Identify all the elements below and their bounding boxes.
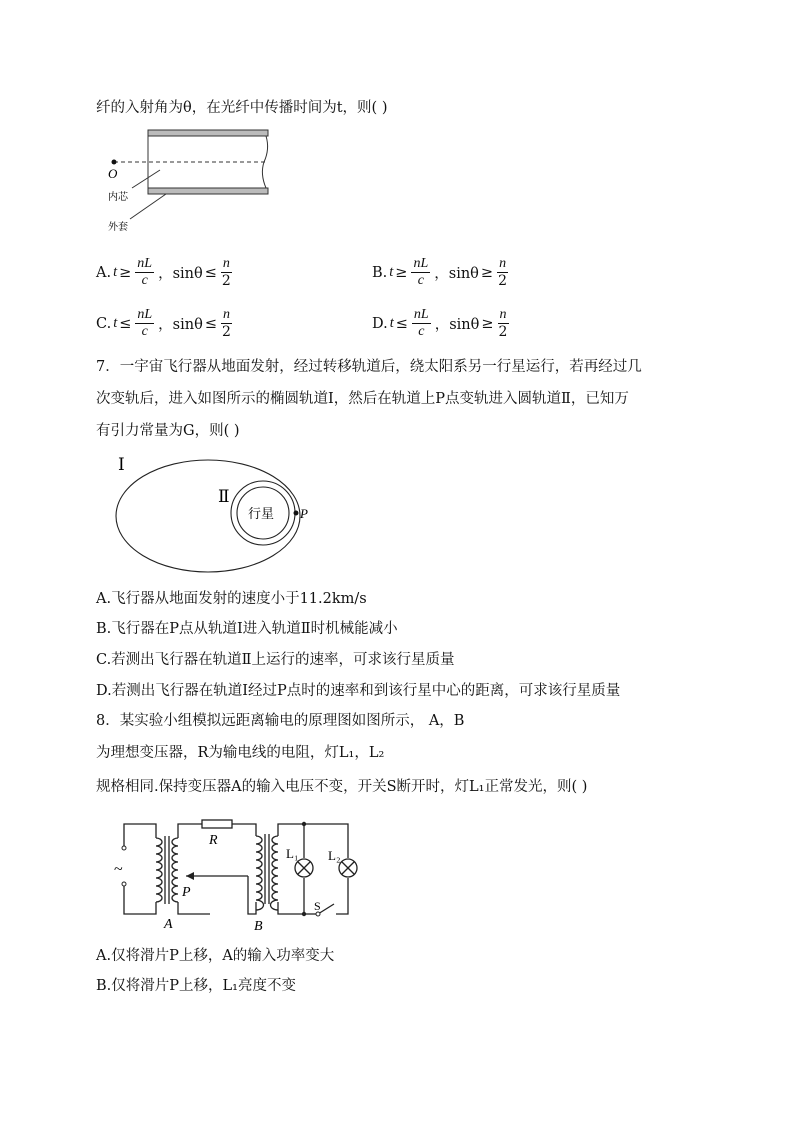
fraction: $\frac{nL}{c}$	[137, 307, 153, 339]
q7-stem-line1: 7．一宇宙飞行器从地面发射，经过转移轨道后，绕太阳系另一行星运行，若再经过几	[96, 359, 642, 375]
fraction: $\frac{n}{2}$	[498, 256, 508, 289]
option-letter: B.	[372, 264, 388, 281]
transformer-b-label: B	[254, 919, 263, 934]
fraction: $\frac{nL}{c}$	[413, 256, 429, 288]
fiber-label-core: 内芯	[108, 192, 128, 203]
fraction: $\frac{n}{2}$	[222, 307, 231, 340]
fraction: $\frac{n}{2}$	[498, 307, 508, 340]
q6-option-c[interactable]: C. t ≤ $\frac{nL}{c}$ ，sinθ ≤ $\frac{n}{2}$	[96, 307, 231, 340]
fiber-label-o: O	[108, 166, 118, 181]
q7-option-c[interactable]: C.若测出飞行器在轨道Ⅱ上运行的速率，可求该行星质量	[96, 652, 455, 668]
q8-stem-line2: 为理想变压器，R为输电线的电阻，灯L₁，L₂	[96, 745, 385, 761]
q6-stem: 纤的入射角为θ，在光纤中传播时间为t，则( )	[96, 100, 388, 116]
q6-option-a[interactable]: A. t ≥ $\frac{nL}{c}$ ，sinθ ≤ $\frac{n}{2}$	[96, 256, 231, 289]
point-p-label: P	[300, 506, 308, 521]
slider-label: P	[182, 885, 191, 900]
q7-option-d[interactable]: D.若测出飞行器在轨道Ⅰ经过P点时的速率和到该行星中心的距离，可求该行星质量	[96, 683, 621, 699]
q8-option-b[interactable]: B.仅将滑片P上移，L₁亮度不变	[96, 978, 296, 994]
fraction: $\frac{n}{2}$	[221, 256, 231, 289]
circuit-diagram	[108, 812, 378, 938]
q8-stem-line1: 8．某实验小组模拟远距离输电的原理图如图所示， A，B	[96, 713, 465, 729]
ac-source-symbol: ~	[114, 861, 123, 878]
q7-stem-line3: 有引力常量为G，则( )	[96, 423, 240, 439]
resistor-label: R	[209, 833, 218, 848]
switch-label: S	[314, 899, 321, 913]
fraction: $\frac{nL}{c}$	[413, 307, 429, 339]
q8-stem-line3: 规格相同.保持变压器A的输入电压不变，开关S断开时，灯L₁正常发光，则( )	[96, 779, 588, 795]
lamp-l2-label: L₂	[328, 848, 341, 863]
orbit-diagram	[104, 452, 324, 576]
fiber-label-clad: 外套	[108, 222, 128, 233]
q7-option-b[interactable]: B.飞行器在P点从轨道Ⅰ进入轨道Ⅱ时机械能减小	[96, 621, 398, 637]
planet-label: 行星	[248, 506, 275, 521]
orbit-label-2: Ⅱ	[218, 487, 230, 506]
option-letter: C.	[96, 315, 112, 332]
lamp-l1-label: L₁	[286, 846, 299, 861]
transformer-a-label: A	[164, 917, 173, 932]
fraction: $\frac{nL}{c}$	[137, 256, 153, 288]
fiber-diagram	[100, 124, 280, 236]
q6-option-b[interactable]: B. t ≥ $\frac{nL}{c}$ ，sinθ ≥ $\frac{n}{2}$	[372, 256, 508, 289]
q7-stem-line2: 次变轨后，进入如图所示的椭圆轨道Ⅰ，然后在轨道上P点变轨进入圆轨道Ⅱ，已知万	[96, 391, 629, 407]
orbit-label-1: Ⅰ	[118, 455, 125, 474]
q8-option-a[interactable]: A.仅将滑片P上移，A的输入功率变大	[96, 948, 335, 964]
option-letter: A.	[96, 264, 112, 281]
q7-option-a[interactable]: A.飞行器从地面发射的速度小于11.2km/s	[96, 591, 367, 607]
q6-option-d[interactable]: D. t ≤ $\frac{nL}{c}$ ，sinθ ≥ $\frac{n}{2}$	[372, 307, 508, 340]
option-letter: D.	[372, 315, 388, 332]
